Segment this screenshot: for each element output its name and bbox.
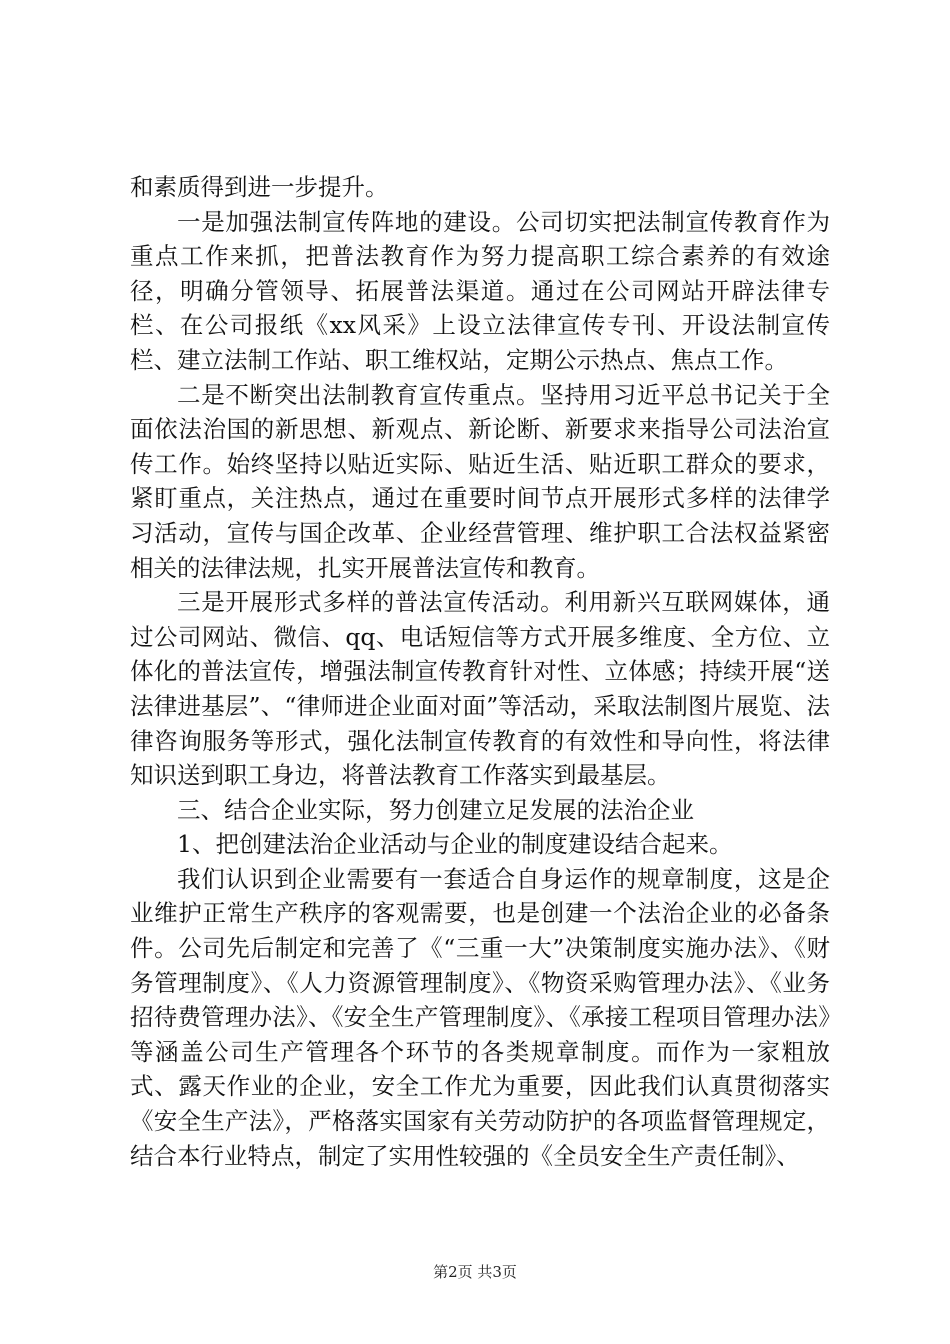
subsection-heading: 1、把创建法治企业活动与企业的制度建设结合起来。 [177,830,733,859]
paragraph-rules-system: 我们认识到企业需要有一套适合自身运作的规章制度，这是企业维护正常生产秩序的客观需要，也是创建一个法治企业的必备条件。公司先后制定和完善了《“三重一大”决策制度实施办法》、《财务管理制度》、《人力资源管理制度》、《物资采购管理办法》、《业务招待费管理办法》、《安全生产管理制度》、《承接工程项目管理办法》等涵盖公司生产管理各个环节的各类规章制度。而作为一家粗放式、露天作业的企业，安全工作尤为重要，因此我们认真贯彻落实《安全生产法》，严格落实国家有关劳动防护的各项监督管理规定，结合本行业特点，制定了实用性较强的《全员安全生产责任制》、 [130,864,830,1170]
page-number: 第2页 共3页 [433,1263,517,1281]
document-body [130,170,830,1173]
paragraph-continuation: 和素质得到进一步提升。 [130,173,389,201]
paragraph-propaganda-base: 一是加强法制宣传阵地的建设。公司切实把法制宣传教育作为重点工作来抓，把普法教育作为努力提高职工综合素养的有效途径，明确分管领导、拓展普法渠道。通过在公司网站开辟法律专栏、在公司报纸《xx风采》上设立法律宣传专刊、开设法制宣传栏、建立法制工作站、职工维权站，定期公示热点、焦点工作。 [130,207,830,374]
paragraph-diverse-activities: 三是开展形式多样的普法宣传活动。利用新兴互联网媒体，通过公司网站、微信、qq、电话短信等方式开展多维度、全方位、立体化的普法宣传，增强法制宣传教育针对性、立体感；持续开展“送法律进基层”、“律师进企业面对面”等活动，采取法制图片展览、法律咨询服务等形式，强化法制宣传教育的有效性和导向性，将法律知识送到职工身边，将普法教育工作落实到最基层。 [130,588,830,790]
paragraph-education-focus: 二是不断突出法制教育宣传重点。坚持用习近平总书记关于全面依法治国的新思想、新观点、新论断、新要求来指导公司法治宣传工作。始终坚持以贴近实际、贴近生活、贴近职工群众的要求，紧盯重点，关注热点，通过在重要时间节点开展形式多样的法律学习活动，宣传与国企改革、企业经营管理、维护职工合法权益紧密相关的法律法规，扎实开展普法宣传和教育。 [130,380,830,582]
section-heading: 三、结合企业实际，努力创建立足发展的法治企业 [177,795,694,824]
